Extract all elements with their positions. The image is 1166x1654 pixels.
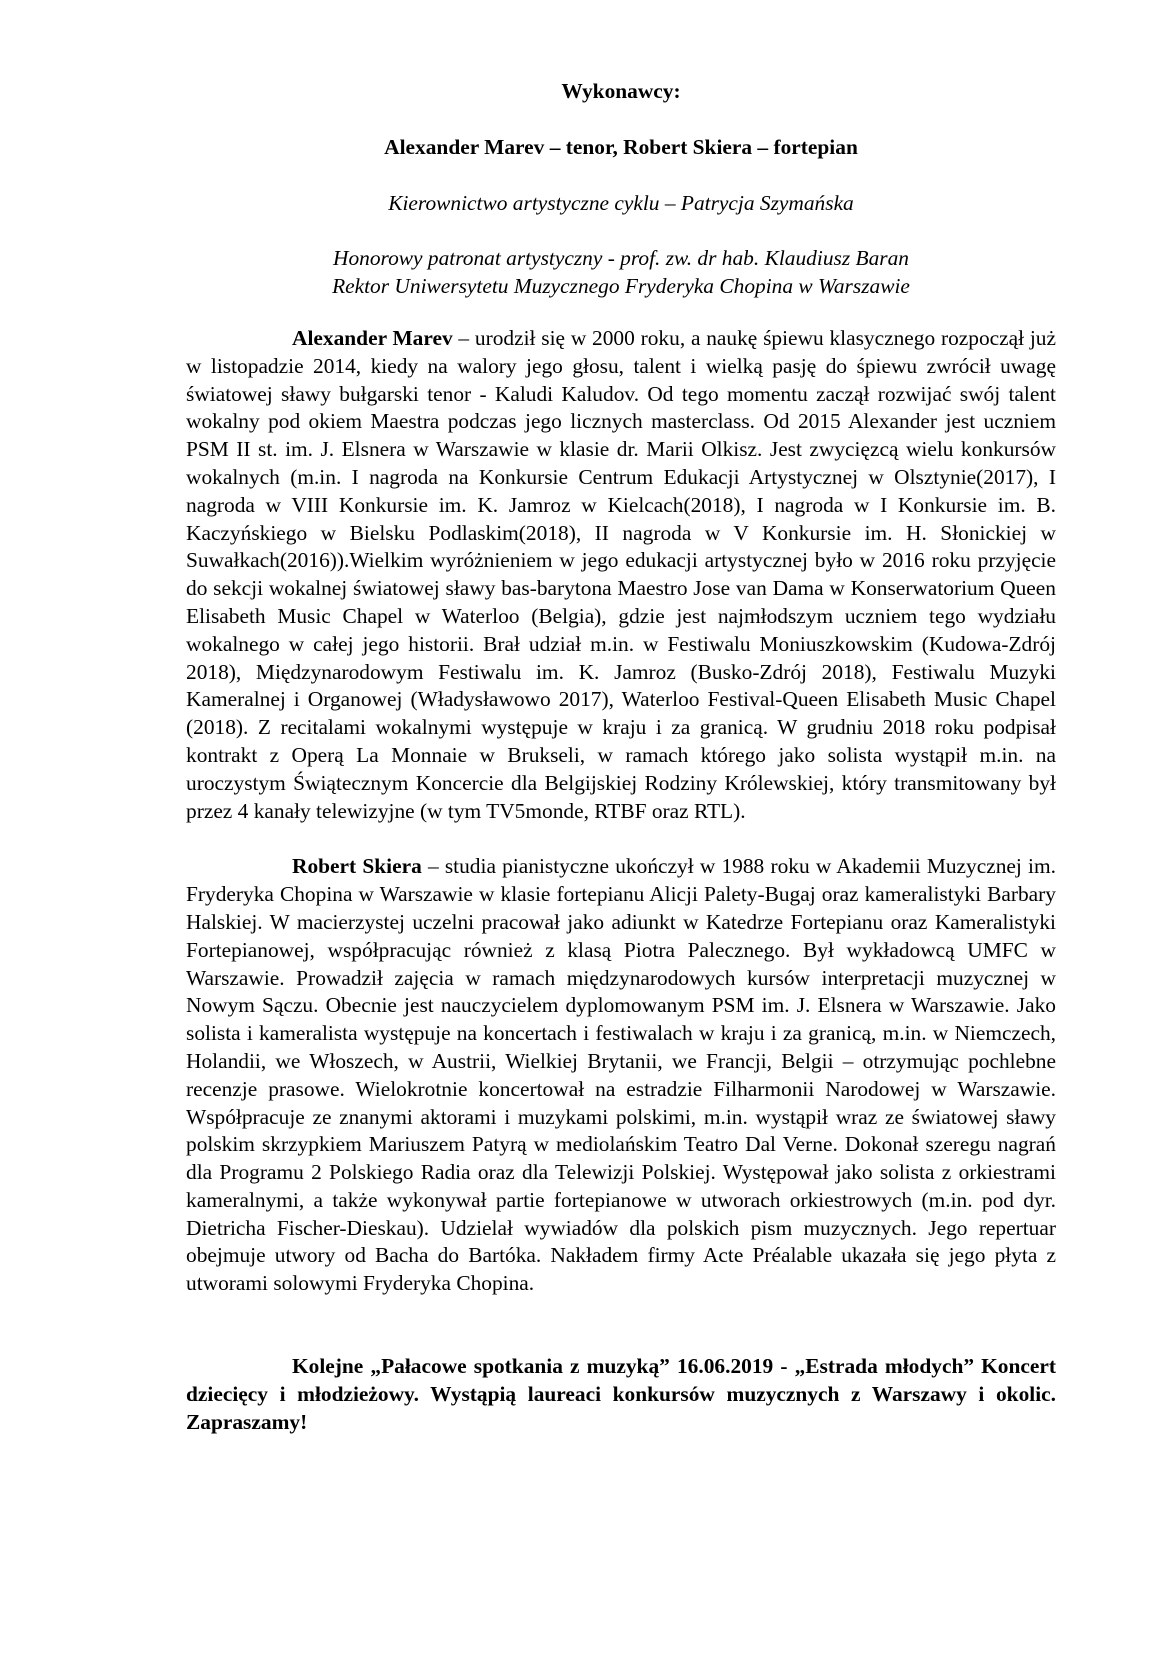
document-page xyxy=(186,78,1056,1436)
performers-line: Alexander Marev – tenor, Robert Skiera – fortepian xyxy=(384,134,858,159)
bio-name-skiera: Robert Skiera xyxy=(292,854,422,879)
patron-line-1: Honorowy patronat artystyczny - prof. zw. dr hab. Klaudiusz Baran xyxy=(333,246,909,271)
bio-text-marev: – urodził się w 2000 roku, a naukę śpiewu klasycznego rozpoczął już w listopadzie 2014, kiedy na walory jego głosu, talent i wielką pasję do śpiewu zwrócił uwagę światowej sławy bułgarski tenor - Kaludi Kaludov. Od tego momentu zaczął rozwijać swój talent wokalny pod okiem Maestra podczas jego licznych masterclass. Od 2015 Alexander jest uczniem PSM II st. im. J. Elsnera w Warszawie w klasie dr. Marii Olkisz. Jest zwycięzcą wielu konkursów wokalnych (m.in. I nagroda na Konkursie Centrum Edukacji Artystycznej w Olsztynie(2017), I nagroda w VIII Konkursie im. K. Jamroz w Kielcach(2018), I nagroda w I Konkursie im. B. Kaczyńskiego w Bielsku Podlaskim(2018), II nagroda w V Konkursie im. H. Słonickiej w Suwałkach(2016)).Wielkim wyróżnieniem w jego edukacji artystycznej było w 2016 roku przyjęcie do sekcji wokalnej światowej sławy bas-barytona Maestro Jose van Dama w Konserwatorium Queen Elisabeth Music Chapel w Waterloo (Belgia), gdzie jest najmłodszym uczniem tego wydziału wokalnego w całej jego historii. Brał udział m.in. w Festiwalu Moniuszkowskim (Kudowa-Zdrój 2018), Międzynarodowym Festiwalu im. K. Jamroz (Busko-Zdrój 2018), Festiwalu Muzyki Kameralnej i Organowej (Władysławowo 2017), Waterloo Festival-Queen Elisabeth Music Chapel (2018). Z recitalami wokalnymi występuje w kraju i za granicą. W grudniu 2018 roku podpisał kontrakt z Operą La Monnaie w Brukseli, w ramach którego jako solista wystąpił m.in. na uroczystym Świątecznym Koncercie dla Belgijskiej Rodziny Królewskiej, który transmitowany był przez 4 kanały telewizyjne (w tym TV5monde, RTBF oraz RTL). xyxy=(186,325,1057,823)
next-concert-announcement: Kolejne „Pałacowe spotkania z muzyką” 16.06.2019 - „Estrada młodych” Koncert dziecięcy i młodzieżowy. Wystąpią laureaci konkursów muzycznych z Warszawy i okolic. Zapraszamy! xyxy=(186,1354,1056,1434)
bio-alexander-marev xyxy=(186,325,1056,825)
section-title: Wykonawcy: xyxy=(561,79,681,103)
patron-line-2: Rektor Uniwersytetu Muzycznego Fryderyka Chopina w Warszawie xyxy=(332,274,910,299)
honorary-patron-block xyxy=(186,245,1056,301)
bio-text-skiera: – studia pianistyczne ukończył w 1988 roku w Akademii Muzycznej im. Fryderyka Chopina w Warszawie w klasie fortepianu Alicji Palety-Bugaj oraz kameralistyki Barbary Halskiej. W macierzystej uczelni pracował jako adiunkt w Katedrze Fortepianu oraz Kameralistyki Fortepianowej, współpracując również z klasą Piotra Palecznego. Był wykładowcą UMFC w Warszawie. Prowadził zajęcia w ramach międzynarodowych kursów interpretacji muzycznej w Nowym Sączu. Obecnie jest nauczycielem dyplomowanym PSM im. J. Elsnera w Warszawie. Jako solista i kameralista występuje na koncertach i festiwalach w kraju i za granicą, m.in. w Niemczech, Holandii, we Włoszech, w Austrii, Wielkiej Brytanii, we Francji, Belgii – otrzymując pochlebne recenzje prasowe. Wielokrotnie koncertował na estradzie Filharmonii Narodowej w Warszawie. Współpracuje ze znanymi aktorami i muzykami polskimi, m.in. wystąpił wraz ze światowej sławy polskim skrzypkiem Mariuszem Patyrą w mediolańskim Teatro Dal Verne. Dokonał szeregu nagrań dla Programu 2 Polskiego Radia oraz dla Telewizji Polskiej. Występował jako solista z orkiestrami kameralnymi, a także wykonywał partie fortepianowe w utworach orkiestrowych (m.in. pod dyr. Dietricha Fischer-Dieskau). Udzielał wywiadów dla polskich pism muzycznych. Jego repertuar obejmuje utwory od Bacha do Bartóka. Nakładem firmy Acte Préalable ukazała się jego płyta z utworami solowymi Fryderyka Chopina. xyxy=(186,854,1056,1296)
artistic-direction-line: Kierownictwo artystyczne cyklu – Patrycja Szymańska xyxy=(388,190,854,215)
bio-robert-skiera xyxy=(186,853,1056,1298)
bio-name-marev: Alexander Marev xyxy=(292,325,453,350)
